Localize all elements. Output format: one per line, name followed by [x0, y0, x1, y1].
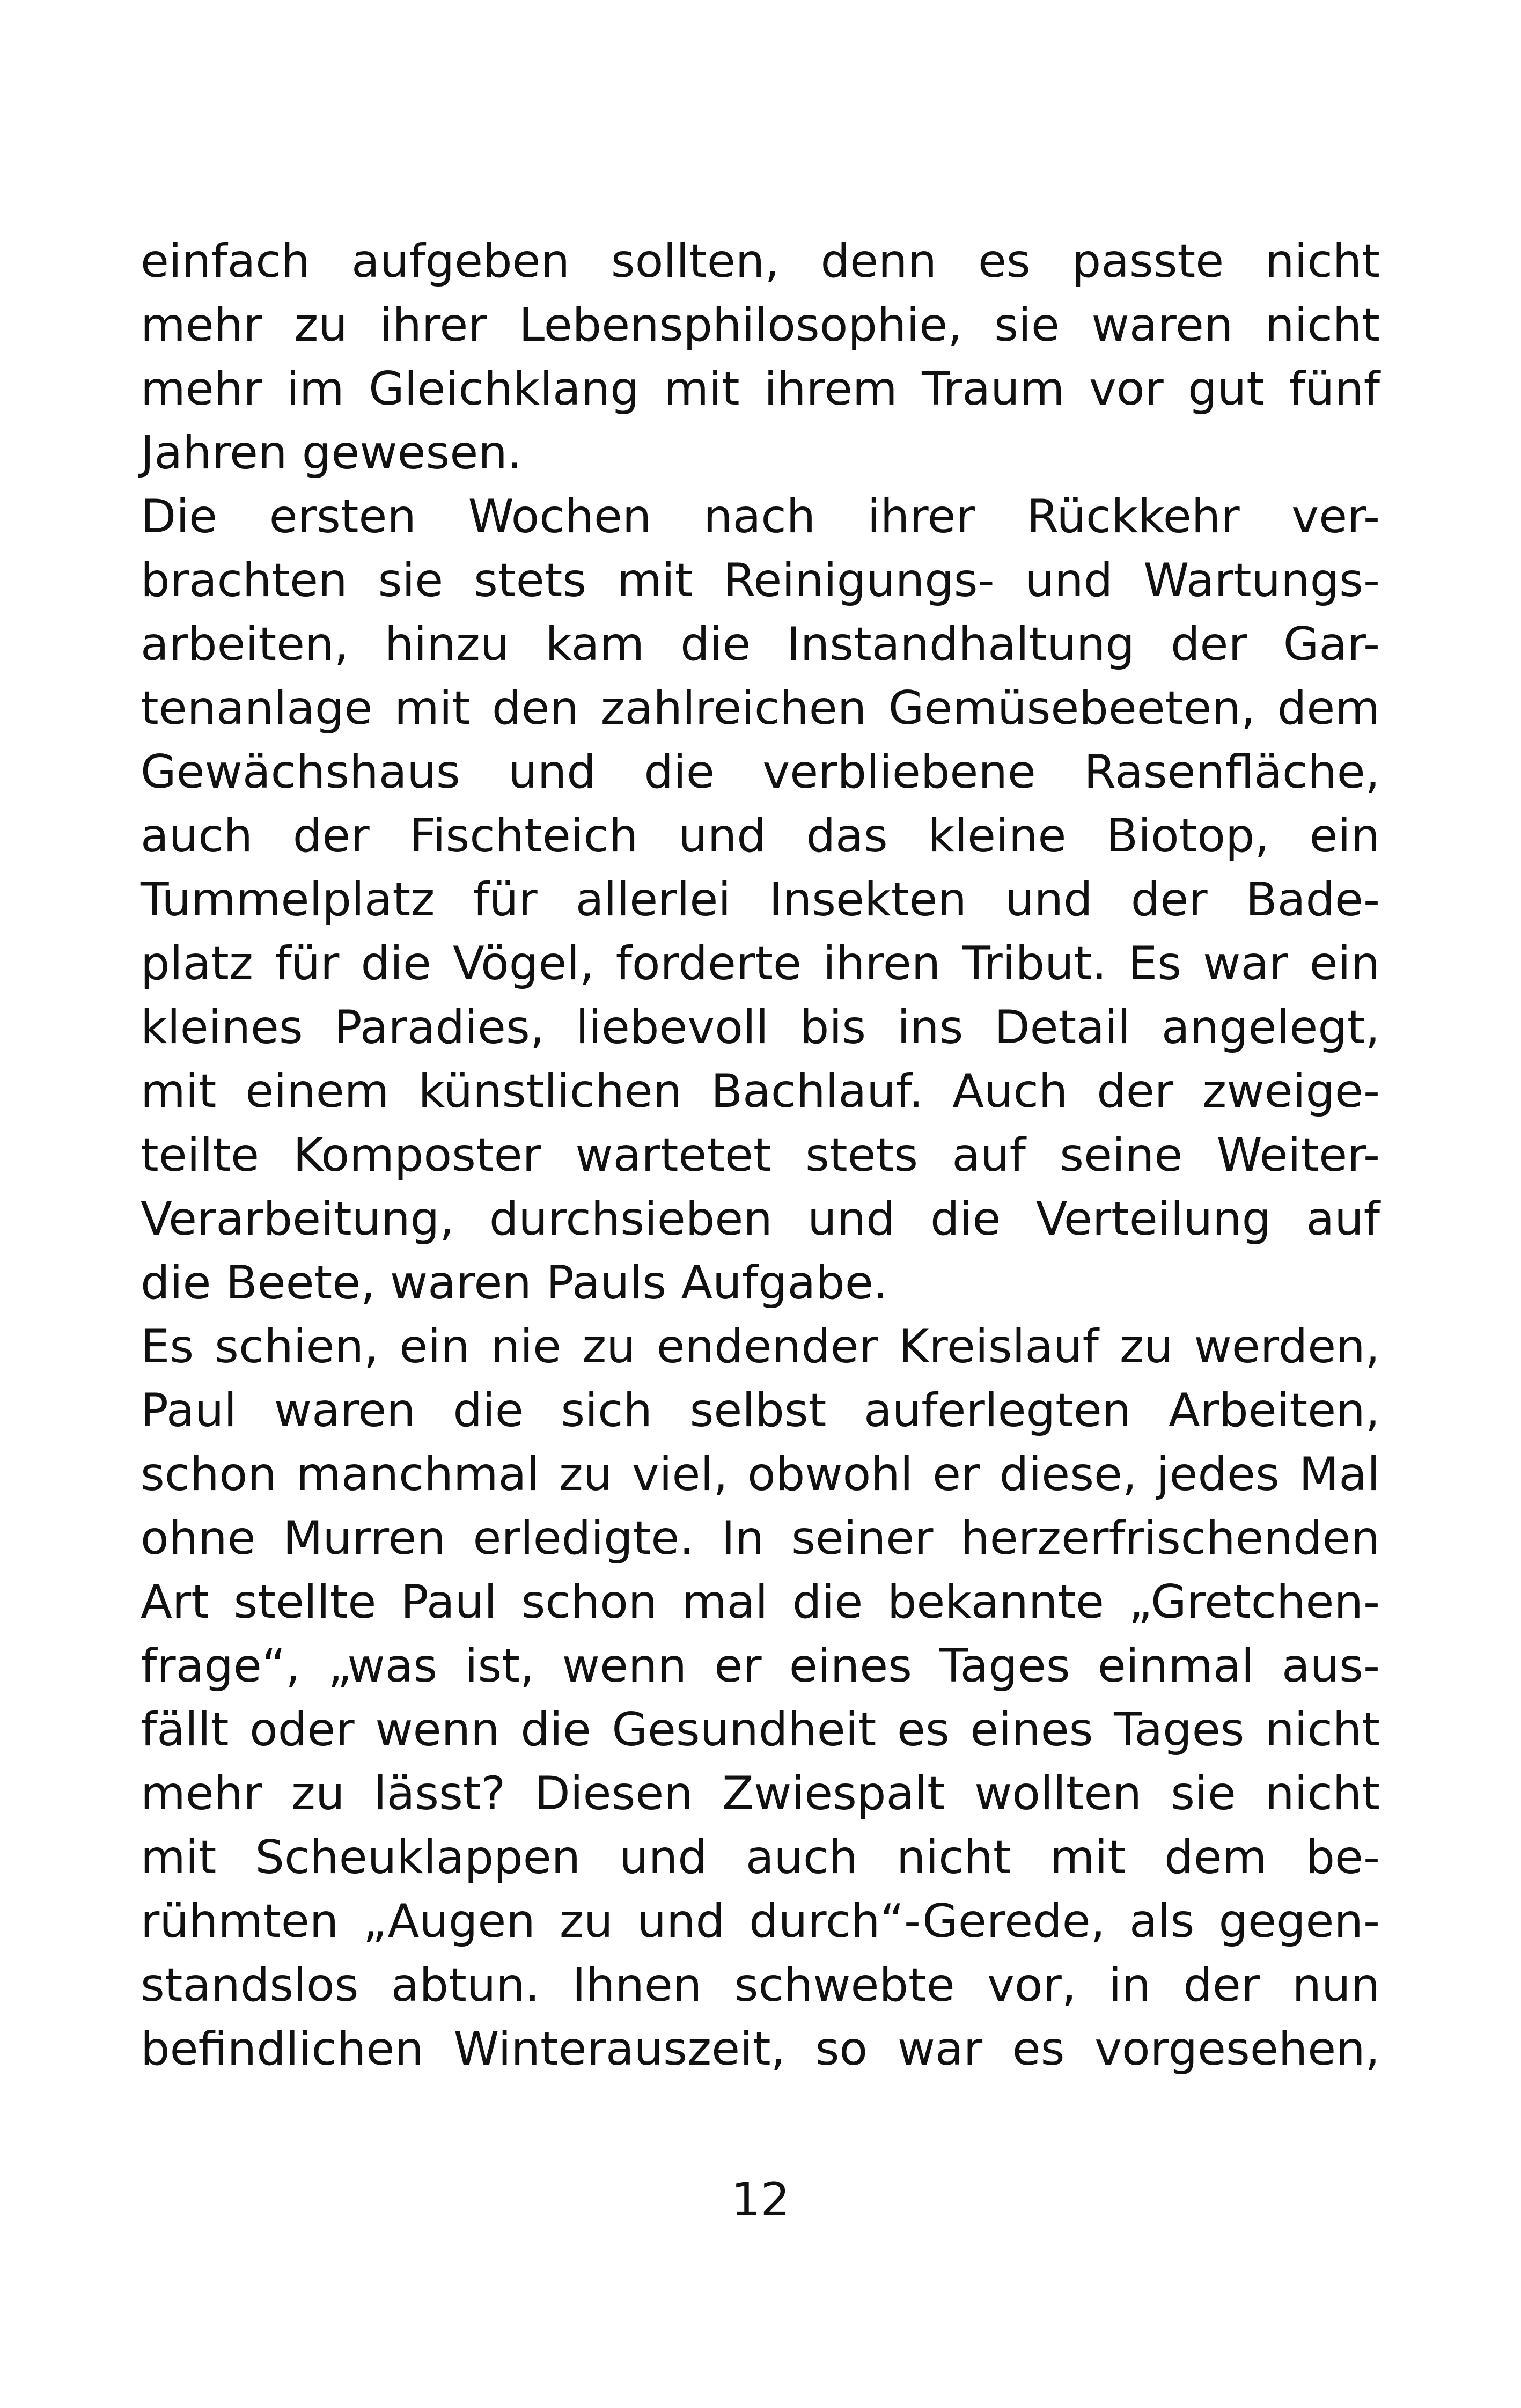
text-line: Paul waren die sich selbst auferlegten Arbeiten, — [141, 1384, 1380, 1437]
text-line: mehr zu lässt? Diesen Zwiespalt wollten sie nicht — [141, 1767, 1380, 1820]
text-line: mehr zu ihrer Lebensphilosophie, sie waren nicht — [141, 298, 1380, 352]
text-line: einfach aufgeben sollten, denn es passte nicht — [141, 234, 1380, 288]
page-number: 12 — [731, 2173, 790, 2227]
text-line: standslos abtun. Ihnen schwebte vor, in der nun — [141, 1958, 1380, 2012]
text-line: tenanlage mit den zahlreichen Gemüsebeeten, dem — [141, 681, 1380, 735]
text-line: Tummelplatz für allerlei Insekten und der Bade- — [141, 873, 1380, 927]
text-line: mit einem künstlichen Bachlauf. Auch der zweige- — [141, 1064, 1380, 1118]
body-text — [141, 230, 1380, 2081]
text-line: fällt oder wenn die Gesundheit es eines Tages nicht — [141, 1703, 1380, 1757]
text-line: kleines Paradies, liebevoll bis ins Detail angelegt, — [141, 1001, 1380, 1054]
text-line: mit Scheuklappen und auch nicht mit dem be- — [141, 1831, 1380, 1884]
text-line: schon manchmal zu viel, obwohl er diese, jedes Mal — [141, 1448, 1380, 1501]
text-line: Verarbeitung, durchsieben und die Verteilung auf — [141, 1192, 1380, 1246]
text-line: befindlichen Winterauszeit, so war es vorgesehen, — [141, 2022, 1380, 2076]
text-line: mehr im Gleichklang mit ihrem Traum vor gut fünf — [141, 362, 1380, 416]
text-line: arbeiten, hinzu kam die Instandhaltung der Gar- — [141, 618, 1380, 671]
text-line: brachten sie stets mit Reinigungs- und Wartungs- — [141, 554, 1380, 607]
text-line: rühmten „Augen zu und durch“-Gerede, als gegen- — [141, 1895, 1380, 1948]
text-line: die Beete, waren Pauls Aufgabe. — [141, 1256, 888, 1310]
text-line: platz für die Vögel, forderte ihren Tribut. Es war ein — [141, 937, 1380, 990]
text-line: Die ersten Wochen nach ihrer Rückkehr ver- — [141, 490, 1380, 544]
text-line: Art stellte Paul schon mal die bekannte „Gretchen- — [141, 1575, 1380, 1629]
text-line: Jahren gewesen. — [141, 426, 523, 480]
text-line: ohne Murren erledigte. In seiner herzerfrischenden — [141, 1511, 1380, 1565]
text-line: frage“, „was ist, wenn er eines Tages einmal aus- — [141, 1639, 1380, 1693]
text-line: teilte Komposter wartetet stets auf seine Weiter- — [141, 1128, 1380, 1182]
text-line: Es schien, ein nie zu endender Kreislauf zu werden, — [141, 1320, 1380, 1374]
text-line: auch der Fischteich und das kleine Biotop, ein — [141, 809, 1380, 863]
text-line: Gewächshaus und die verbliebene Rasenfläche, — [141, 745, 1380, 799]
